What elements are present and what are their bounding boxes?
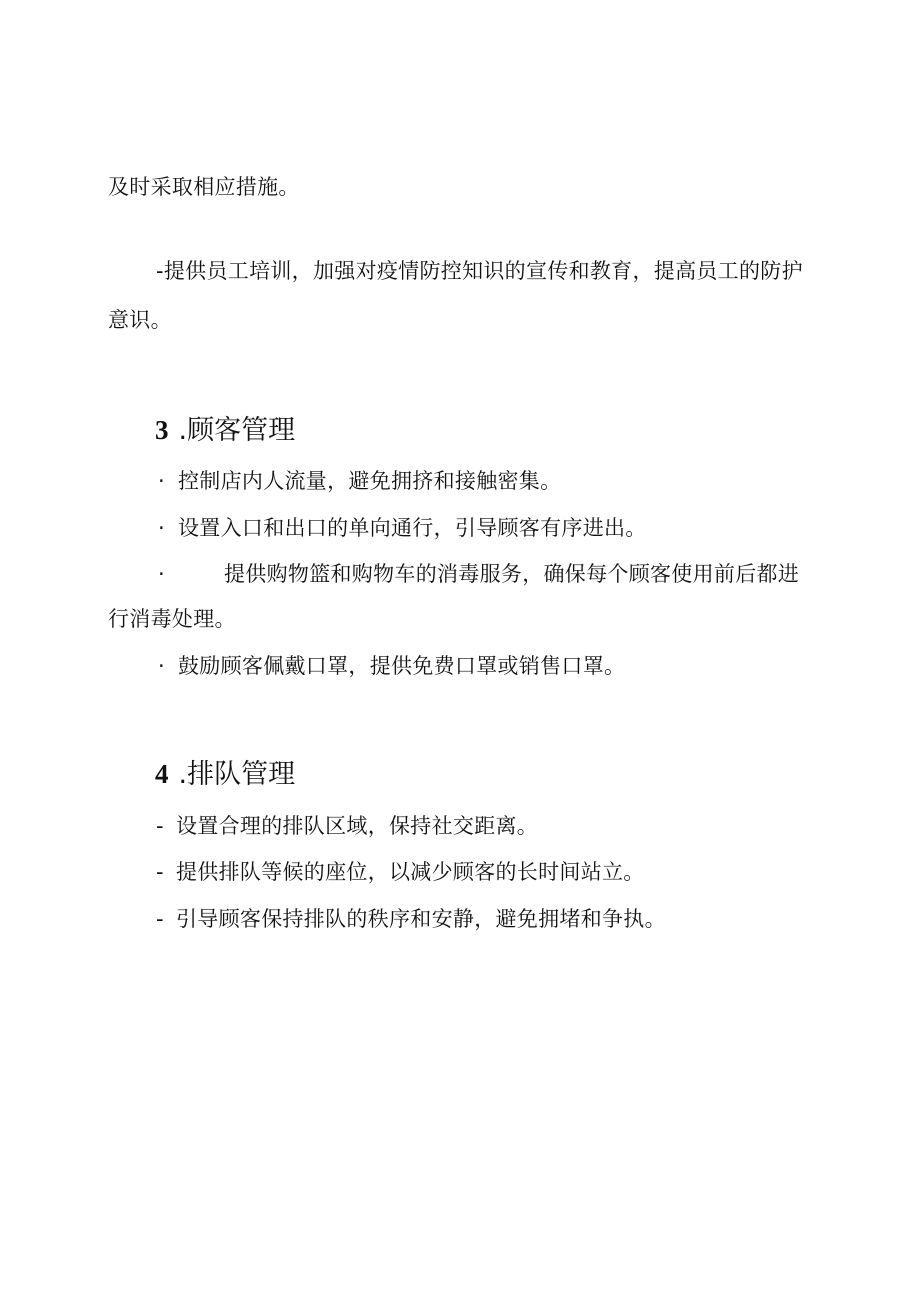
bullet-dot-icon: · bbox=[158, 562, 165, 586]
list-item-text: 设置入口和出口的单向通行，引导顾客有序进出。 bbox=[178, 516, 647, 540]
bullet-dot-icon: · bbox=[158, 654, 165, 678]
paragraph-line: -提供员工培训，加强对疫情防控知识的宣传和教育，提高员工的防护 bbox=[156, 259, 803, 283]
list-item bbox=[158, 652, 625, 680]
list-item bbox=[156, 812, 538, 840]
bullet-dot-icon: · bbox=[158, 469, 165, 493]
list-item bbox=[156, 858, 645, 886]
list-item-continuation: 行消毒处理。 bbox=[108, 607, 236, 631]
paragraph-line: 意识。 bbox=[108, 308, 172, 332]
section-title: .排队管理 bbox=[178, 759, 296, 790]
section-title: .顾客管理 bbox=[178, 415, 296, 446]
list-item bbox=[158, 560, 799, 588]
list-item bbox=[158, 514, 647, 542]
paragraph-line: 及时采取相应措施。 bbox=[108, 175, 300, 199]
list-item bbox=[156, 905, 666, 933]
section-heading-3 bbox=[155, 413, 295, 448]
list-item bbox=[158, 467, 561, 495]
list-item-text: 鼓励顾客佩戴口罩，提供免费口罩或销售口罩。 bbox=[178, 654, 626, 678]
list-item-text: 控制店内人流量，避免拥挤和接触密集。 bbox=[178, 469, 562, 493]
dash-bullet-icon: - bbox=[156, 814, 164, 838]
dash-bullet-icon: - bbox=[156, 860, 164, 884]
list-item-text: 提供排队等候的座位，以减少顾客的长时间站立。 bbox=[176, 860, 645, 884]
dash-bullet-icon: - bbox=[156, 907, 164, 931]
list-item-text: 提供购物篮和购物车的消毒服务，确保每个顾客使用前后都进 bbox=[224, 562, 800, 586]
section-number: 4 bbox=[155, 759, 169, 789]
bullet-dot-icon: · bbox=[158, 516, 165, 540]
list-item-text: 设置合理的排队区域，保持社交距离。 bbox=[176, 814, 539, 838]
list-item-text: 引导顾客保持排队的秩序和安静，避免拥堵和争执。 bbox=[176, 907, 666, 931]
section-heading-4 bbox=[155, 757, 295, 792]
section-number: 3 bbox=[155, 415, 169, 445]
